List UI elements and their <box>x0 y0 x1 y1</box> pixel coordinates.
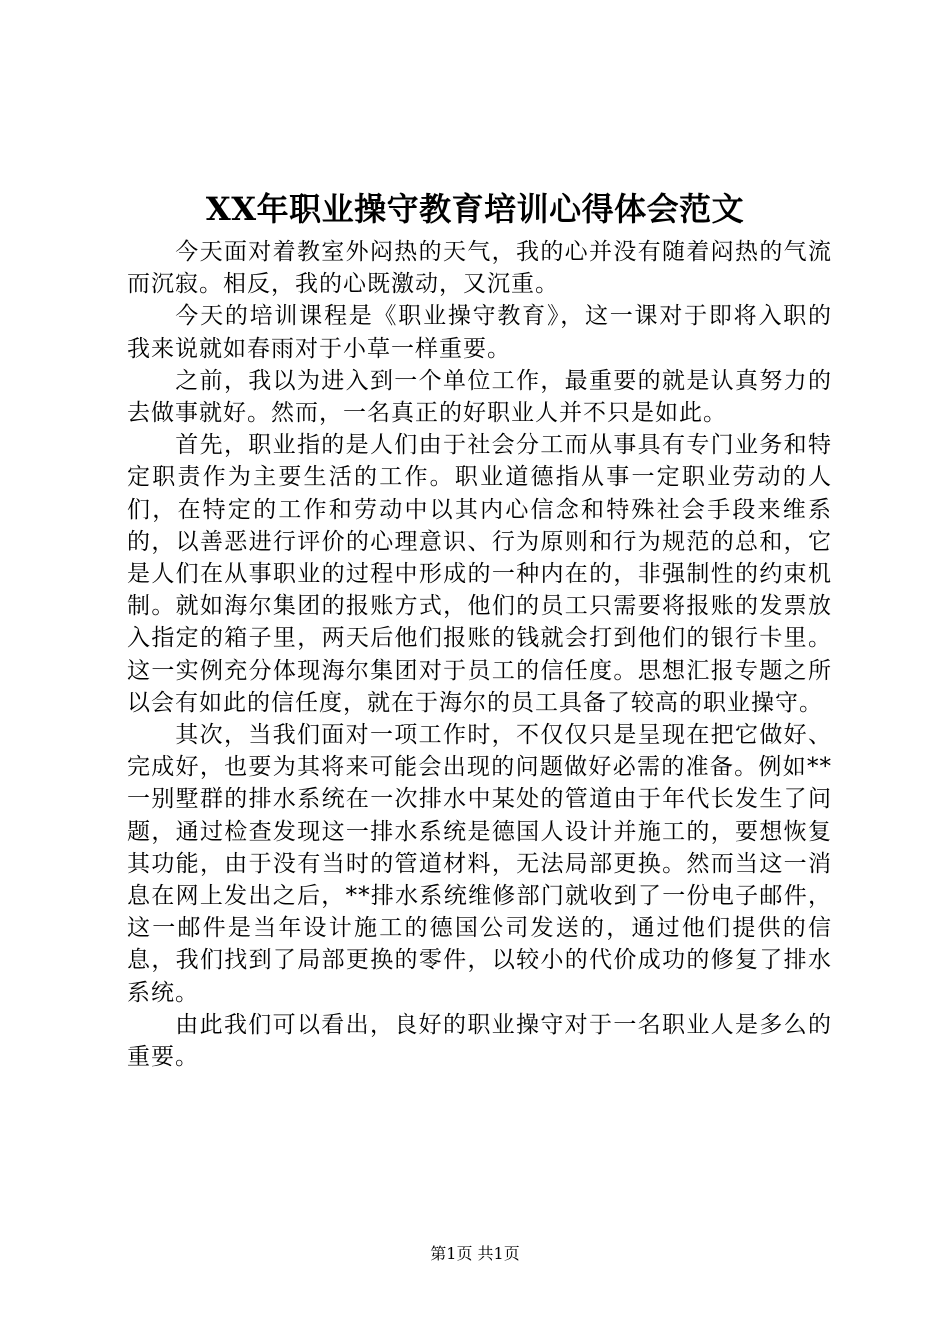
page-title: XX年职业操守教育培训心得体会范文 <box>205 190 745 228</box>
paragraph-3: 之前，我以为进入到一个单位工作，最重要的就是认真努力的去做事就好。然而，一名真正的好职业人并不只是如此。 <box>127 367 832 427</box>
paragraph-1: 今天面对着教室外闷热的天气，我的心并没有随着闷热的气流而沉寂。相反，我的心既激动，又沉重。 <box>127 239 832 298</box>
paragraph-2: 今天的培训课程是《职业操守教育》，这一课对于即将入职的我来说就如春雨对于小草一样重要。 <box>127 303 832 362</box>
paragraph-6: 由此我们可以看出，良好的职业操守对于一名职业人是多么的重要。 <box>127 1011 832 1071</box>
paragraph-5: 其次，当我们面对一项工作时，不仅仅只是呈现在把它做好、完成好，也要为其将来可能会出现的问题做好必需的准备。例如**一别墅群的排水系统在一次排水中某处的管道由于年代长发生了问题，通过检查发现这一排水系统是德国人设计并施工的，要想恢复其功能，由于没有当时的管道材料，无法局部更换。然而当这一消息在网上发出之后，**排水系统维修部门就收到了一份电子邮件，这一邮件是当年设计施工的德国公司发送的，通过他们提供的信息，我们找到了局部更换的零件，以较小的代价成功的修复了排水系统。 <box>127 722 832 1006</box>
page-number-footer: 第1页 共1页 <box>430 1244 520 1263</box>
document-body <box>127 236 832 1073</box>
paragraph-4: 首先，职业指的是人们由于社会分工而从事具有专门业务和特定职责作为主要生活的工作。职业道德指从事一定职业劳动的人们，在特定的工作和劳动中以其内心信念和特殊社会手段来维系的，以善恶进行评价的心理意识、行为原则和行为规范的总和，它是人们在从事职业的过程中形成的一种内在的，非强制性的约束机制。就如海尔集团的报账方式，他们的员工只需要将报账的发票放入指定的箱子里，两天后他们报账的钱就会打到他们的银行卡里。这一实例充分体现海尔集团对于员工的信任度。思想汇报专题之所以会有如此的信任度，就在于海尔的员工具备了较高的职业操守。 <box>127 432 832 716</box>
